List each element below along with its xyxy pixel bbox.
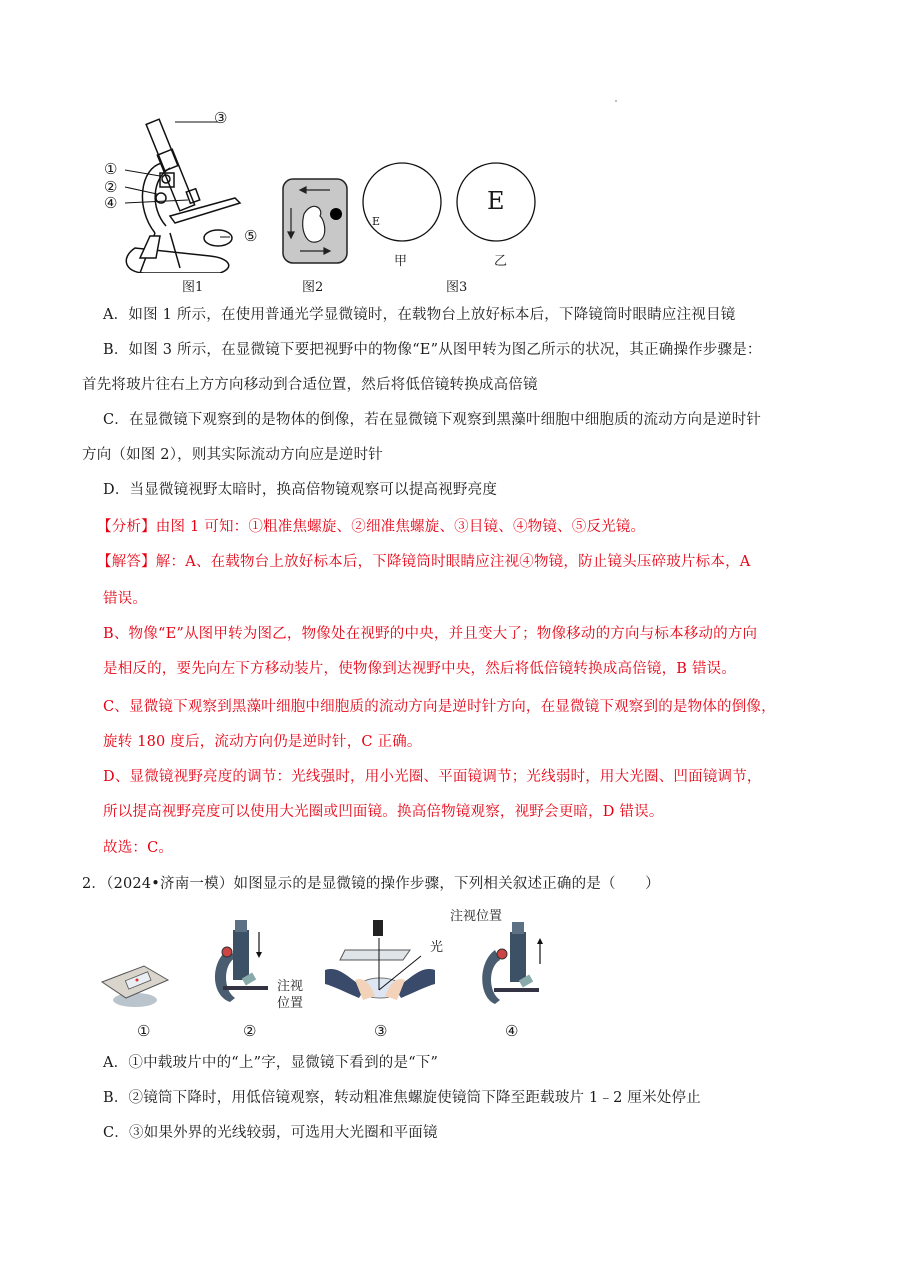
scan-dot: [615, 100, 617, 102]
fig1-label-3: ③: [214, 109, 228, 127]
q1-option-c-line1: C．在显微镜下观察到的是物体的倒像，若在显微镜下观察到黑藻叶细胞中细胞质的流动方向是逆时针: [103, 412, 762, 428]
q2-step2-annotation-2: 位置: [277, 996, 304, 1011]
fig3-caption: 图3: [446, 280, 468, 295]
fig1-label-2: ②: [104, 178, 118, 196]
q2-step4-annotation: 注视位置: [450, 909, 503, 924]
q1-answer-line4: 是相反的，要先向左下方移动装片，使物像到达视野中央，然后将低倍镜转换成高倍镜，B 错误。: [103, 661, 737, 677]
q1-analysis: 【分析】由图 1 可知：①粗准焦螺旋、②细准焦螺旋、③目镜、④物镜、⑤反光镜。: [97, 519, 646, 535]
q1-option-b-line1: B．如图 3 所示，在显微镜下要把视野中的物像“E”从图甲转为图乙所示的状况，其正确操作步骤是：: [103, 342, 762, 358]
fig1-label-1: ①: [104, 160, 118, 178]
q2-option-a: A．①中载玻片中的“上”字，显微镜下看到的是“下”: [103, 1055, 439, 1071]
q1-answer-line6: 旋转 180 度后，流动方向仍是逆时针，C 正确。: [103, 734, 422, 750]
q2-step1-slide-figure: [100, 960, 170, 1010]
q1-answer-line3: B、物像“E”从图甲转为图乙，物像处在视野的中央，并且变大了；物像移动的方向与标本移动的方向: [103, 626, 758, 642]
figure-1-microscope: [100, 108, 245, 273]
q1-option-c-line2: 方向（如图 2），则其实际流动方向应是逆时针: [82, 447, 383, 463]
q1-answer-line7: D、显微镜视野亮度的调节：光线强时，用小光圈、平面镜调节；光线弱时，用大光圈、凹面镜调节，: [103, 769, 762, 785]
q2-step3-light-figure: [325, 920, 435, 1010]
q2-option-b: B．②镜筒下降时，用低倍镜观察，转动粗准焦螺旋使镜筒下降至距载玻片 1﹣2 厘米处停止: [103, 1090, 701, 1106]
figure-3-left-field: [361, 161, 443, 243]
q1-answer-line8: 所以提高视野亮度可以使用大光圈或凹面镜。换高倍物镜观察，视野会更暗，D 错误。: [103, 804, 664, 820]
fig3-right-label: 乙: [494, 254, 508, 269]
fig1-caption: 图1: [182, 280, 204, 295]
q2-step2-microscope-figure: [205, 920, 280, 1010]
q2-step-label-1: ①: [137, 1022, 151, 1040]
q1-option-a: A．如图 1 所示，在使用普通光学显微镜时，在载物台上放好标本后，下降镜筒时眼睛应注视目镜: [103, 307, 736, 323]
q2-step4-microscope-figure: [480, 922, 555, 1012]
fig1-label-5: ⑤: [244, 227, 258, 245]
q1-final-choice: 故选：C。: [103, 840, 174, 856]
q2-step3-annotation: 光: [430, 940, 444, 955]
fig3-left-letter: E: [372, 215, 381, 228]
q1-option-b-line2: 首先将玻片往右上方方向移动到合适位置，然后将低倍镜转换成高倍镜: [82, 377, 538, 393]
q2-stem: 2．（2024•济南一模）如图显示的是显微镜的操作步骤，下列相关叙述正确的是（ ）: [82, 876, 660, 892]
fig1-label-4: ④: [104, 194, 118, 212]
q1-option-d: D．当显微镜视野太暗时，换高倍物镜观察可以提高视野亮度: [103, 482, 498, 498]
figure-2-cell: [282, 178, 348, 264]
q2-step-label-3: ③: [374, 1022, 388, 1040]
q1-answer-line2: 错误。: [103, 591, 148, 607]
q2-step2-annotation-1: 注视: [277, 979, 304, 994]
q1-answer-line5: C、显微镜下观察到黑藻叶细胞中细胞质的流动方向是逆时针方向，在显微镜下观察到的是物体的倒像，: [103, 699, 776, 715]
fig2-caption: 图2: [302, 280, 324, 295]
fig3-left-label: 甲: [394, 254, 408, 269]
q1-answer-line1: 【解答】解：A、在载物台上放好标本后，下降镜筒时眼睛应注视④物镜，防止镜头压碎玻片标本，A: [97, 554, 751, 570]
q2-step-label-2: ②: [243, 1022, 257, 1040]
q2-step-label-4: ④: [505, 1022, 519, 1040]
q2-option-c: C．③如果外界的光线较弱，可选用大光圈和平面镜: [103, 1125, 438, 1141]
fig3-right-letter: E: [487, 187, 505, 215]
